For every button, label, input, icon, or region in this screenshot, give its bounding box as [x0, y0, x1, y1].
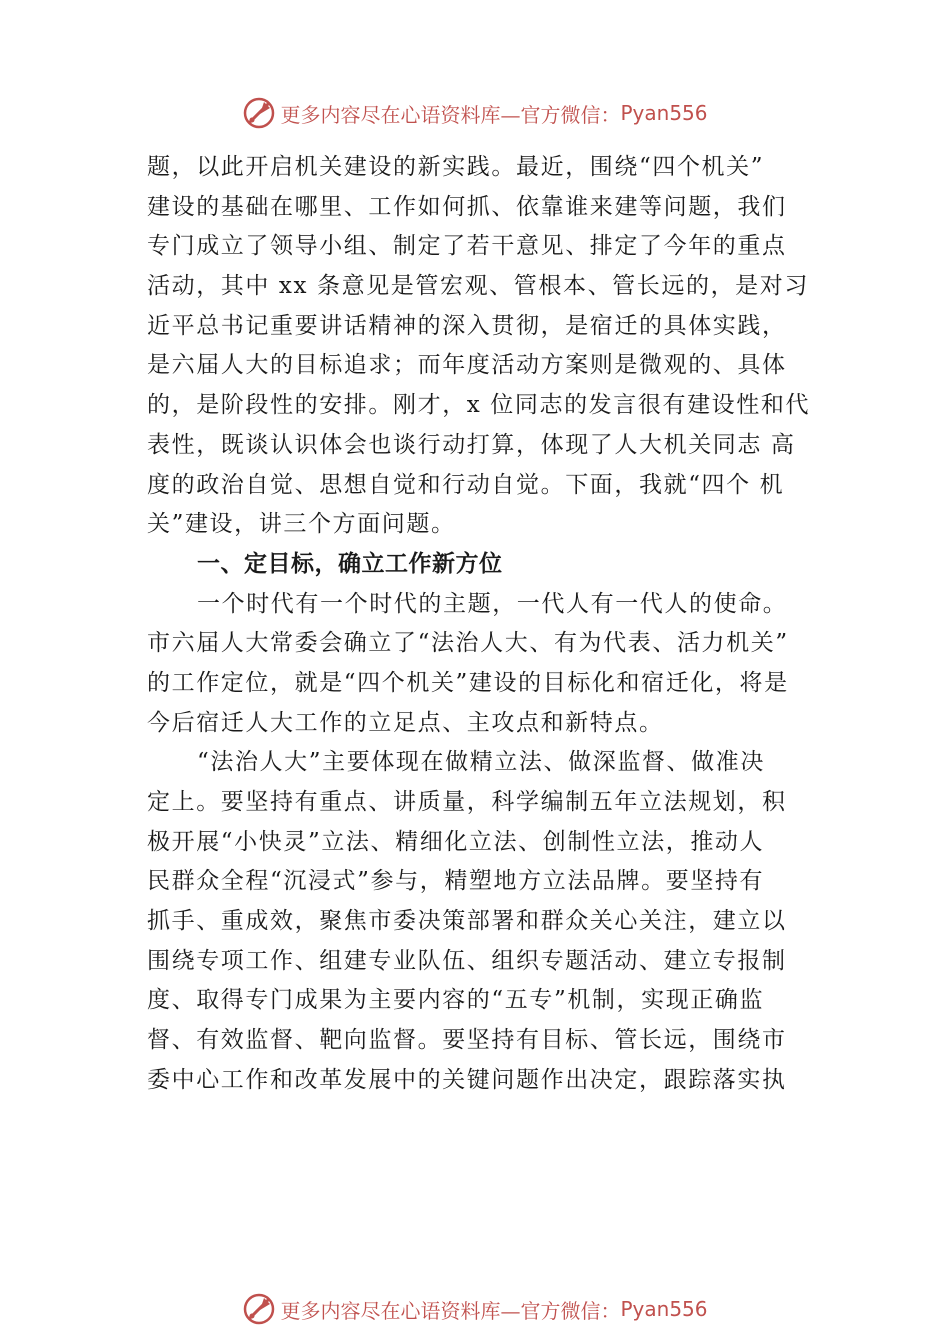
text-line: 督、有效监督、靶向监督。要坚持有目标、管长远，围绕市	[147, 1027, 787, 1054]
text-line: 表性，既谈认识体会也谈行动打算，体现了人大机关同志 高	[147, 431, 796, 458]
text-line: 的，是阶段性的安排。刚才，x 位同志的发言很有建设性和代	[147, 392, 811, 419]
document-body	[147, 148, 831, 1101]
section-heading: 一、定目标，确立工作新方位	[197, 550, 503, 577]
text-line: 的工作定位，就是“四个机关”建设的目标化和宿迁化，将是	[147, 669, 789, 696]
text-line: 民群众全程“沉浸式”参与，精塑地方立法品牌。要坚持有	[147, 868, 765, 895]
quill-seal-icon	[242, 1292, 276, 1326]
text-line: 定上。要坚持有重点、讲质量，科学编制五年立法规划，积	[147, 789, 787, 815]
text-line: 委中心工作和改革发展中的关键问题作出决定，跟踪落实执	[147, 1066, 787, 1093]
banner-wechat-id: Pyan556	[620, 101, 708, 125]
header-banner	[0, 93, 950, 133]
text-line: 抓手、重成效，聚焦市委决策部署和群众关心关注，建立以	[147, 908, 787, 935]
text-line: 极开展“小快灵”立法、精细化立法、创制性立法，推动人	[147, 828, 765, 855]
text-line: 近平总书记重要讲话精神的深入贯彻，是宿迁的具体实践，	[147, 312, 787, 339]
text-line: 度、取得专门成果为主要内容的“五专”机制，实现正确监	[147, 987, 765, 1014]
text-line: 关”建设，讲三个方面问题。	[147, 511, 456, 538]
banner-text: 更多内容尽在心语资料库—官方微信：	[280, 1298, 621, 1323]
banner-text: 更多内容尽在心语资料库—官方微信：	[280, 102, 621, 127]
quill-seal-icon	[242, 96, 276, 130]
text-line: 活动，其中 xx 条意见是管宏观、管根本、管长远的，是对习	[147, 273, 809, 300]
text-line: 题，以此开启机关建设的新实践。最近，围绕“四个机关”	[147, 154, 765, 180]
banner-wechat-id: Pyan556	[620, 1297, 708, 1321]
text-line: 度的政治自觉、思想自觉和行动自觉。下面，我就“四个 机	[147, 471, 785, 498]
text-line: 专门成立了领导小组、制定了若干意见、排定了今年的重点	[147, 233, 787, 260]
text-line: 建设的基础在哪里、工作如何抓、依靠谁来建等问题，我们	[147, 193, 787, 220]
text-line: 今后宿迁人大工作的立足点、主攻点和新特点。	[147, 709, 664, 736]
text-line: 是六届人大的目标追求；而年度活动方案则是微观的、具体	[147, 352, 787, 379]
text-line: 围绕专项工作、组建专业队伍、组织专题活动、建立专报制	[147, 947, 787, 974]
footer-banner	[0, 1289, 950, 1329]
text-line: 一个时代有一个时代的主题，一代人有一代人的使命。	[197, 590, 788, 617]
text-line: 市六届人大常委会确立了“法治人大、有为代表、活力机关”	[147, 630, 789, 657]
text-line: “法治人大”主要体现在做精立法、做深监督、做准决	[197, 749, 765, 776]
